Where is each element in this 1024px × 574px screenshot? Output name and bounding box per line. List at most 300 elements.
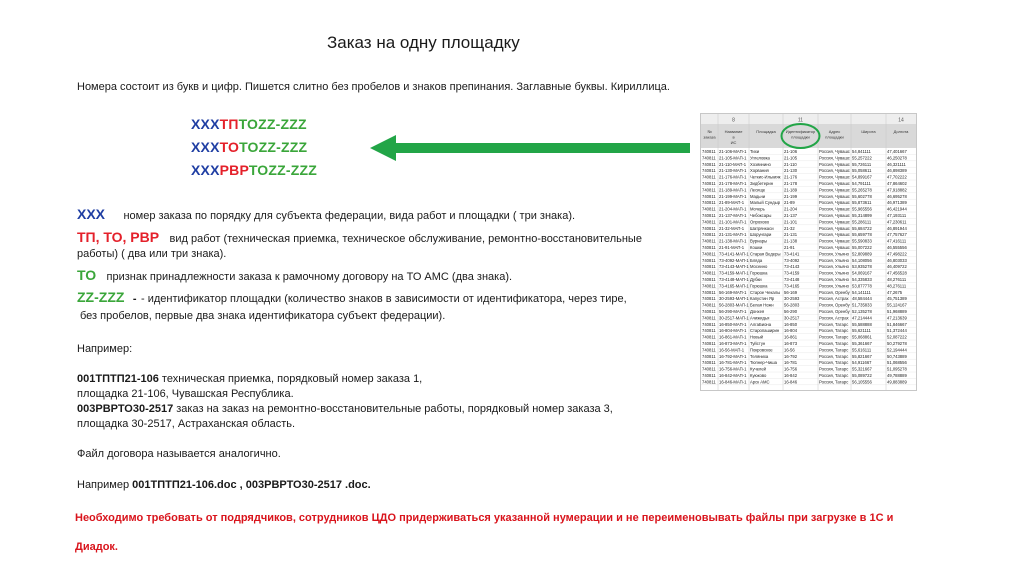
arrow-left-icon [370, 135, 690, 161]
table-cell: 21-110-МАП-1 [719, 161, 747, 167]
legend-zz-desc: - идентификатор площадки (количество знаков в зависимости от идентификатора, через тире, [141, 293, 627, 305]
header-cell: площадки [791, 134, 810, 140]
header-cell: № [707, 129, 712, 134]
table-cell: 55,286111 [852, 219, 872, 225]
table-cell: Покровское [750, 347, 773, 353]
table-cell: 48,276111 [887, 283, 907, 289]
table-cell: 21-89-МАП-1 [719, 200, 745, 206]
table-cell: 47,214444 [852, 315, 872, 321]
table-cell: 56-2803 [784, 302, 800, 308]
table-cell: 16-804-МАП-1 [719, 328, 747, 334]
table-cell: Арск АМС [750, 379, 770, 385]
table-cell: 16-56-МАП-1 [719, 347, 745, 353]
table-cell: Россия, Ульяно [819, 257, 849, 263]
table-cell: Капустин Яр [750, 296, 775, 302]
table-cell: 49,883889 [887, 379, 907, 385]
table-cell: 740811 [702, 270, 716, 276]
example-2 [77, 403, 613, 415]
legend-work-desc: вид работ (техническая приемка, техническое обслуживание, ремонтно-восстановительные [169, 233, 642, 245]
column-number: 14 [898, 117, 904, 124]
table-cell: 740811 [702, 347, 716, 353]
table-cell: 16-850-МАП-1 [719, 321, 747, 327]
table-cell: Россия, Чувашс [819, 174, 850, 180]
table-cell: 73-4159 [784, 270, 800, 276]
table-cell: 46,898389 [887, 168, 907, 174]
table-cell: 21-91 [784, 245, 795, 250]
table-cell: Россия, Ульяно [819, 277, 849, 282]
table-cell: Россия, Татарс [819, 321, 849, 327]
table-cell: 30-2517-МАП-1 [719, 315, 749, 321]
spreadsheet-screenshot [700, 113, 917, 391]
table-cell: АлгаБиона [750, 321, 772, 327]
code-site-id: ZZ-ZZZ [258, 116, 307, 132]
table-cell: Мочерь [750, 206, 765, 212]
table-cell: Мадьни [750, 193, 766, 199]
table-cell: 740811 [702, 296, 716, 302]
table-cell: 47,213639 [887, 315, 907, 321]
table-cell: Углеловка [750, 155, 770, 161]
table-cell: 47,864602 [887, 181, 907, 186]
table-cell: 740811 [702, 277, 716, 282]
table-cell: 45,751389 [887, 296, 907, 302]
table-cell: 16-873 [784, 341, 798, 346]
table-cell: 21-101 [784, 219, 798, 225]
table-cell: 50,743889 [887, 353, 907, 359]
table-cell: Россия, Татарс [819, 328, 849, 334]
table-cell: 55,257222 [852, 155, 872, 161]
table-cell: Дубки [750, 277, 762, 282]
table-cell: Россия, Чувашс [819, 181, 850, 186]
table-cell: 16-756-МАП-1 [719, 366, 747, 372]
code-work-type: РВР [219, 162, 249, 178]
table-cell: 73-4143-МАП-1 [719, 264, 749, 270]
legend-to-term: ТО [77, 267, 97, 283]
table-cell: Опрохово [750, 219, 770, 225]
table-cell: 55,590833 [852, 238, 872, 244]
table-cell: 740811 [702, 321, 716, 327]
table-cell: Россия, Чувашс [819, 149, 850, 154]
spreadsheet-table [701, 114, 916, 390]
table-cell: 55,602778 [852, 193, 872, 199]
table-cell: 52,194444 [887, 347, 907, 353]
table-cell: 73-4143 [784, 264, 800, 270]
table-cell: Россия, Чувашс [819, 213, 850, 218]
table-cell: Четкис-Илькияк [750, 174, 781, 180]
table-cell: Россия, Татарс [819, 334, 849, 340]
table-cell: 47,456528 [887, 270, 907, 276]
table-cell: Россия, Татарс [819, 366, 849, 372]
table-cell: Старое Чекалы [750, 289, 781, 295]
table-cell: 55,361667 [852, 341, 872, 346]
example-2-text: заказ на заказ на ремонтно-восстановительные работы, порядковый номер заказа 3, [173, 403, 613, 415]
table-cell: 51,968889 [887, 309, 907, 314]
code-to-flag: ТО [239, 139, 259, 155]
table-cell: 56-169 [784, 289, 798, 295]
table-cell: 56,105556 [852, 379, 872, 385]
table-cell: Россия, Ульяно [819, 251, 849, 257]
table-cell: 52,087222 [887, 334, 907, 340]
column-number: 11 [797, 117, 804, 124]
table-cell: 21-178 [784, 181, 798, 186]
table-cell: 21-131-МАП-1 [719, 232, 747, 238]
table-cell: 49,788889 [887, 373, 907, 378]
table-cell: 21-89 [784, 200, 795, 206]
code-work-type: ТП [219, 116, 239, 132]
table-cell: Зидбетерин [750, 181, 774, 186]
legend-to [77, 267, 512, 285]
table-cell: 740811 [702, 193, 716, 199]
table-cell: 21-130-МАП-1 [719, 168, 747, 174]
table-cell: 21-176-МАП-1 [719, 174, 747, 180]
table-cell: 55,868861 [852, 334, 872, 340]
header-cell: Название [724, 129, 743, 134]
table-cell: Россия, Оренбу [819, 289, 850, 295]
header-cell: Широта [861, 129, 876, 134]
table-cell: 54,911667 [852, 360, 872, 366]
table-cell: 55,124167 [887, 302, 907, 308]
table-cell: 55,089722 [852, 373, 872, 378]
column-number: 8 [732, 117, 735, 124]
table-cell: 740811 [702, 373, 716, 378]
table-cell: Россия, Татарс [819, 353, 849, 359]
table-cell: 51,735833 [852, 302, 872, 308]
table-cell: Белая Ножн [750, 302, 774, 308]
table-cell: 21-176 [784, 174, 798, 180]
example-heading: Например: [77, 343, 133, 355]
table-cell: 48,584444 [852, 296, 872, 302]
table-cell: Россия, Татарс [819, 379, 849, 385]
table-cell: 73-4092 [784, 257, 800, 263]
table-cell: 73-4141 [784, 251, 800, 257]
table-cell: Россия, Оренбу [819, 309, 850, 314]
table-cell: 740811 [702, 225, 716, 231]
code-site-id: ZZ-ZZZ [268, 162, 317, 178]
warning-line-1: Необходимо требовать от подрядчиков, сотрудников ЦДО придерживаться указанной нумерации и не переименовывать файлы при загрузке в 1С и [75, 512, 894, 524]
example-1-line2: площадка 21-106, Чувашская Республика. [77, 388, 294, 400]
table-cell: 73-4141-МАП-1 [719, 251, 749, 257]
table-cell: 740811 [702, 257, 716, 263]
table-cell: 740811 [702, 353, 716, 359]
table-cell: Россия, Татарс [819, 341, 849, 346]
table-cell: 21-138-МАП-1 [719, 238, 747, 244]
table-cell: Донхея [750, 309, 765, 314]
table-cell: 21-189 [784, 187, 798, 193]
table-cell: 56-169-МАП-1 [719, 289, 747, 295]
table-cell: 73-4165 [784, 283, 800, 289]
table-cell: 21-137 [784, 213, 798, 218]
legend-to-desc: признак принадлежности заказа к рамочному договору на ТО АМС (два знака). [106, 271, 513, 283]
table-cell: Россия, Ульяно [819, 264, 849, 270]
table-cell: 740811 [702, 232, 716, 238]
table-cell: 55,726111 [852, 161, 872, 167]
table-cell: Тихи [750, 149, 760, 154]
table-cell: 54,335833 [852, 277, 872, 282]
table-cell: 54,791111 [852, 181, 871, 186]
table-cell: 47,193111 [887, 213, 907, 218]
table-cell: 16-846 [784, 379, 798, 385]
table-cell: 51,068556 [887, 360, 907, 366]
table-cell: Горюшка [750, 270, 768, 276]
header-cell: Площадка [756, 129, 776, 134]
table-cell: Ачижидья [750, 315, 770, 321]
table-cell: 740811 [702, 174, 716, 180]
table-cell: Кучелей [750, 366, 767, 372]
table-cell: 73-4148 [784, 277, 800, 282]
table-cell: Россия, Чувашс [819, 225, 850, 231]
table-cell: 56-2803-МАП-1 [719, 302, 749, 308]
table-cell: 21-106-МАП-1 [719, 149, 747, 154]
table-cell: 55,684722 [852, 225, 872, 231]
table-cell: 48,276111 [887, 277, 907, 282]
table-cell: 53,935278 [852, 264, 872, 270]
table-cell: Куюково [750, 373, 767, 378]
table-cell: 740811 [702, 302, 716, 308]
table-cell: 740811 [702, 219, 716, 225]
table-cell: 740811 [702, 328, 716, 334]
example-1-code: 001ТПТП21-106 [77, 373, 159, 385]
table-cell: 55,616111 [852, 347, 872, 353]
table-cell: Россия, Чувашс [819, 187, 850, 193]
header-cell: ИС [730, 140, 737, 145]
legend-work-desc-2: работы) ( два или три знака). [77, 248, 227, 260]
table-cell: 740811 [702, 149, 716, 154]
table-cell: 51,095278 [887, 366, 907, 372]
legend-zz-dash: - [132, 293, 137, 305]
table-cell: 21-204 [784, 206, 798, 212]
code-xxx: ХХХ [191, 162, 220, 178]
table-cell: 55,314899 [852, 213, 872, 218]
table-cell: 21-101-МАП-1 [719, 219, 747, 225]
legend-work-term: ТП, ТО, РВР [77, 229, 160, 245]
table-cell: 51,846667 [887, 321, 907, 327]
header-cell: Долгота [893, 129, 909, 134]
example-1 [77, 373, 422, 385]
table-cell: 54,069167 [852, 270, 872, 276]
table-cell: 16-873-МАП-1 [719, 341, 747, 346]
table-cell: 55,007222 [852, 245, 872, 250]
table-cell: 21-32-МАП-1 [719, 225, 745, 231]
table-cell: 21-178-МАП-1 [719, 181, 747, 186]
table-cell: Мосеино [750, 264, 768, 270]
table-cell: 740811 [702, 181, 716, 186]
table-cell: Россия, Чувашс [819, 200, 850, 206]
table-cell: Старопаширин [750, 328, 780, 334]
table-cell: Шорунгари [750, 232, 772, 238]
header-cell: площадки [825, 134, 844, 140]
table-cell: Россия, Астрах [819, 315, 849, 321]
table-cell: 740811 [702, 200, 716, 206]
table-cell: 740811 [702, 309, 716, 314]
table-cell: 51,372444 [887, 328, 907, 334]
table-cell: 21-106 [784, 149, 798, 154]
table-cell: 21-199-МАП-1 [719, 193, 747, 199]
table-cell: 53,877778 [852, 283, 872, 289]
table-cell: 55,621111 [852, 328, 871, 334]
table-cell: Россия, Ульяно [819, 283, 849, 289]
table-cell: 16-861-МАП-1 [719, 334, 747, 340]
legend-zz-term: ZZ-ZZZ [77, 289, 125, 305]
table-cell: 16-850 [784, 321, 798, 327]
code-pattern-to [191, 139, 307, 155]
table-cell: 740811 [702, 289, 716, 295]
table-cell: 21-105 [784, 155, 798, 161]
table-cell: 740811 [702, 187, 716, 193]
table-cell: 30-2593-МАП-1 [719, 296, 749, 302]
table-cell: 21-91-МАП-1 [719, 245, 745, 250]
table-cell: 55,058611 [852, 168, 872, 174]
header-cell: Идентификатор [785, 129, 816, 134]
table-cell: 46,891944 [887, 225, 907, 231]
table-cell: 740811 [702, 161, 716, 167]
table-cell: 54,899167 [852, 174, 872, 180]
table-cell: 55,821667 [852, 353, 872, 359]
table-cell: Россия, Чувашс [819, 161, 850, 167]
example-2-line2: площадка 30-2517, Астраханская область. [77, 418, 296, 430]
table-cell: 740811 [702, 315, 716, 321]
table-cell: 16-792 [784, 353, 798, 359]
table-cell: 16-846-МАП-1 [719, 379, 747, 385]
table-cell: Горюшка [750, 283, 768, 289]
table-cell: 21-204-МАП-1 [719, 206, 747, 212]
table-cell: 740811 [702, 245, 716, 250]
table-cell: 21-110 [784, 161, 797, 167]
legend-zz-desc-2: без пробелов, первые два знака идентификатора субъект федерации). [80, 310, 446, 322]
table-cell: 46,321111 [887, 161, 906, 167]
table-cell: Россия, Чувашс [819, 245, 850, 250]
example-1-text: техническая приемка, порядковый номер заказа 1, [158, 373, 423, 385]
code-to-flag: ТО [248, 162, 269, 178]
table-cell: 46,409722 [887, 264, 907, 270]
table-cell: 54,841111 [852, 149, 871, 154]
table-cell: Теляниха [750, 353, 769, 359]
table-cell: 47,498222 [887, 251, 907, 257]
table-cell: Малый Сундыр [750, 200, 781, 206]
table-cell: 55,588888 [852, 321, 872, 327]
table-cell: 50,279278 [887, 341, 907, 346]
table-cell: Россия, Ульяно [819, 270, 849, 276]
table-cell: 740811 [702, 206, 716, 212]
contract-example-files: 001ТПТП21-106.doc , 003РВРТО30-2517 .doc. [132, 479, 371, 491]
table-cell: Тюпнер-Чиша [750, 360, 777, 366]
code-pattern-tp [191, 116, 307, 132]
table-cell: Россия, Чувашс [819, 232, 850, 238]
table-cell: Россия, Чувашс [819, 219, 850, 225]
table-cell: 21-131 [784, 232, 798, 238]
header-cell: Адрес [828, 129, 841, 134]
table-cell: Хозяинино [750, 161, 771, 167]
table-cell: 47,416111 [887, 238, 907, 244]
table-cell: 740811 [702, 264, 716, 270]
table-cell: 740811 [702, 334, 716, 340]
legend-xxx [77, 206, 575, 224]
table-cell: 740811 [702, 168, 716, 174]
warning-line-2: Диадок. [75, 541, 118, 553]
table-cell: 740811 [702, 251, 716, 257]
table-cell: Россия, Астрах [819, 296, 849, 302]
table-cell: 740811 [702, 283, 716, 289]
table-cell: 740811 [702, 366, 716, 372]
table-cell: Бляда [750, 257, 763, 263]
legend-work [77, 229, 642, 247]
table-cell: 46,555556 [887, 245, 907, 250]
table-cell: 55,321667 [852, 366, 872, 372]
table-cell: 46,803033 [887, 257, 907, 263]
slide-title: Заказ на одну площадку [327, 33, 520, 52]
table-cell: 16-842-МАП-1 [719, 373, 747, 378]
table-cell: 21-138 [784, 238, 798, 244]
table-cell: 16-792-МАП-1 [719, 353, 747, 359]
table-cell: 46,421944 [887, 206, 907, 212]
table-cell: 21-130 [784, 168, 798, 174]
table-cell: 740811 [702, 213, 716, 218]
table-cell: Туйстун [750, 341, 766, 346]
table-cell: 73-4092-МАП-1 [719, 257, 749, 263]
code-xxx: ХХХ [191, 116, 220, 132]
legend-zz [77, 289, 627, 307]
legend-xxx-desc: номер заказа по порядку для субъекта федерации, вида работ и площадки ( три знака). [123, 210, 576, 222]
table-cell: 740811 [702, 238, 716, 244]
contract-text: Файл договора называется аналогично. [77, 448, 281, 460]
contract-example-prefix: Например [77, 479, 133, 491]
table-cell: 52,809889 [852, 251, 872, 257]
table-cell: 47,702222 [887, 174, 907, 180]
table-cell: 16-781 [784, 360, 798, 366]
table-cell: Россия, Чувашс [819, 193, 850, 199]
table-cell: 16-781-МАП-1 [719, 360, 747, 366]
header-cell: заказа [703, 134, 716, 140]
example-2-code: 003РВРТО30-2517 [77, 403, 174, 415]
header-cell: в [732, 134, 735, 140]
table-cell: 46,971389 [887, 200, 907, 206]
table-cell: 21-189-МАП-1 [719, 187, 747, 193]
table-cell: 56-290 [784, 309, 798, 314]
table-cell: 740811 [702, 379, 716, 385]
table-cell: 21-32 [784, 225, 795, 231]
table-cell: 21-199 [784, 193, 798, 199]
table-cell: 47,401667 [887, 149, 907, 154]
table-cell: Россия, Татарс [819, 347, 849, 353]
table-cell: 47,757627 [887, 232, 907, 238]
table-cell: Чебоксары [750, 213, 772, 218]
table-cell: 740811 [702, 155, 716, 161]
intro-text: Номера состоит из букв и цифр. Пишется слитно без пробелов и знаков препинания. Заглавные буквы. Кириллица. [77, 81, 670, 93]
table-cell: Хорвания [750, 168, 769, 174]
table-cell: 30-2517 [784, 315, 800, 321]
table-cell: 47,918882 [887, 187, 907, 193]
contract-example [77, 479, 371, 491]
table-cell: Россия, Чувашс [819, 206, 850, 212]
table-cell: Россия, Оренбу [819, 302, 850, 308]
table-cell: 740811 [702, 341, 716, 346]
table-cell: Кошки [750, 245, 763, 250]
code-xxx: ХХХ [191, 139, 220, 155]
table-cell: 46,250278 [887, 155, 907, 161]
code-site-id: ZZ-ZZZ [258, 139, 308, 155]
table-cell: Вурнары [750, 238, 768, 244]
table-cell: 55,873611 [852, 200, 872, 206]
table-cell: 73-4159-МАП-1 [719, 270, 749, 276]
legend-xxx-term: ХХХ [77, 206, 106, 222]
table-cell: 55,265278 [852, 187, 872, 193]
table-cell: 740811 [702, 360, 716, 366]
table-cell: Новый [750, 334, 763, 340]
table-cell: 52,135278 [852, 309, 872, 314]
table-cell: Россия, Чувашс [819, 238, 850, 244]
table-cell: Россия, Чувашс [819, 155, 850, 161]
table-cell: 55,659778 [852, 232, 872, 238]
table-cell: Шатрянкаси [750, 225, 774, 231]
table-cell: Лесище [750, 187, 766, 193]
